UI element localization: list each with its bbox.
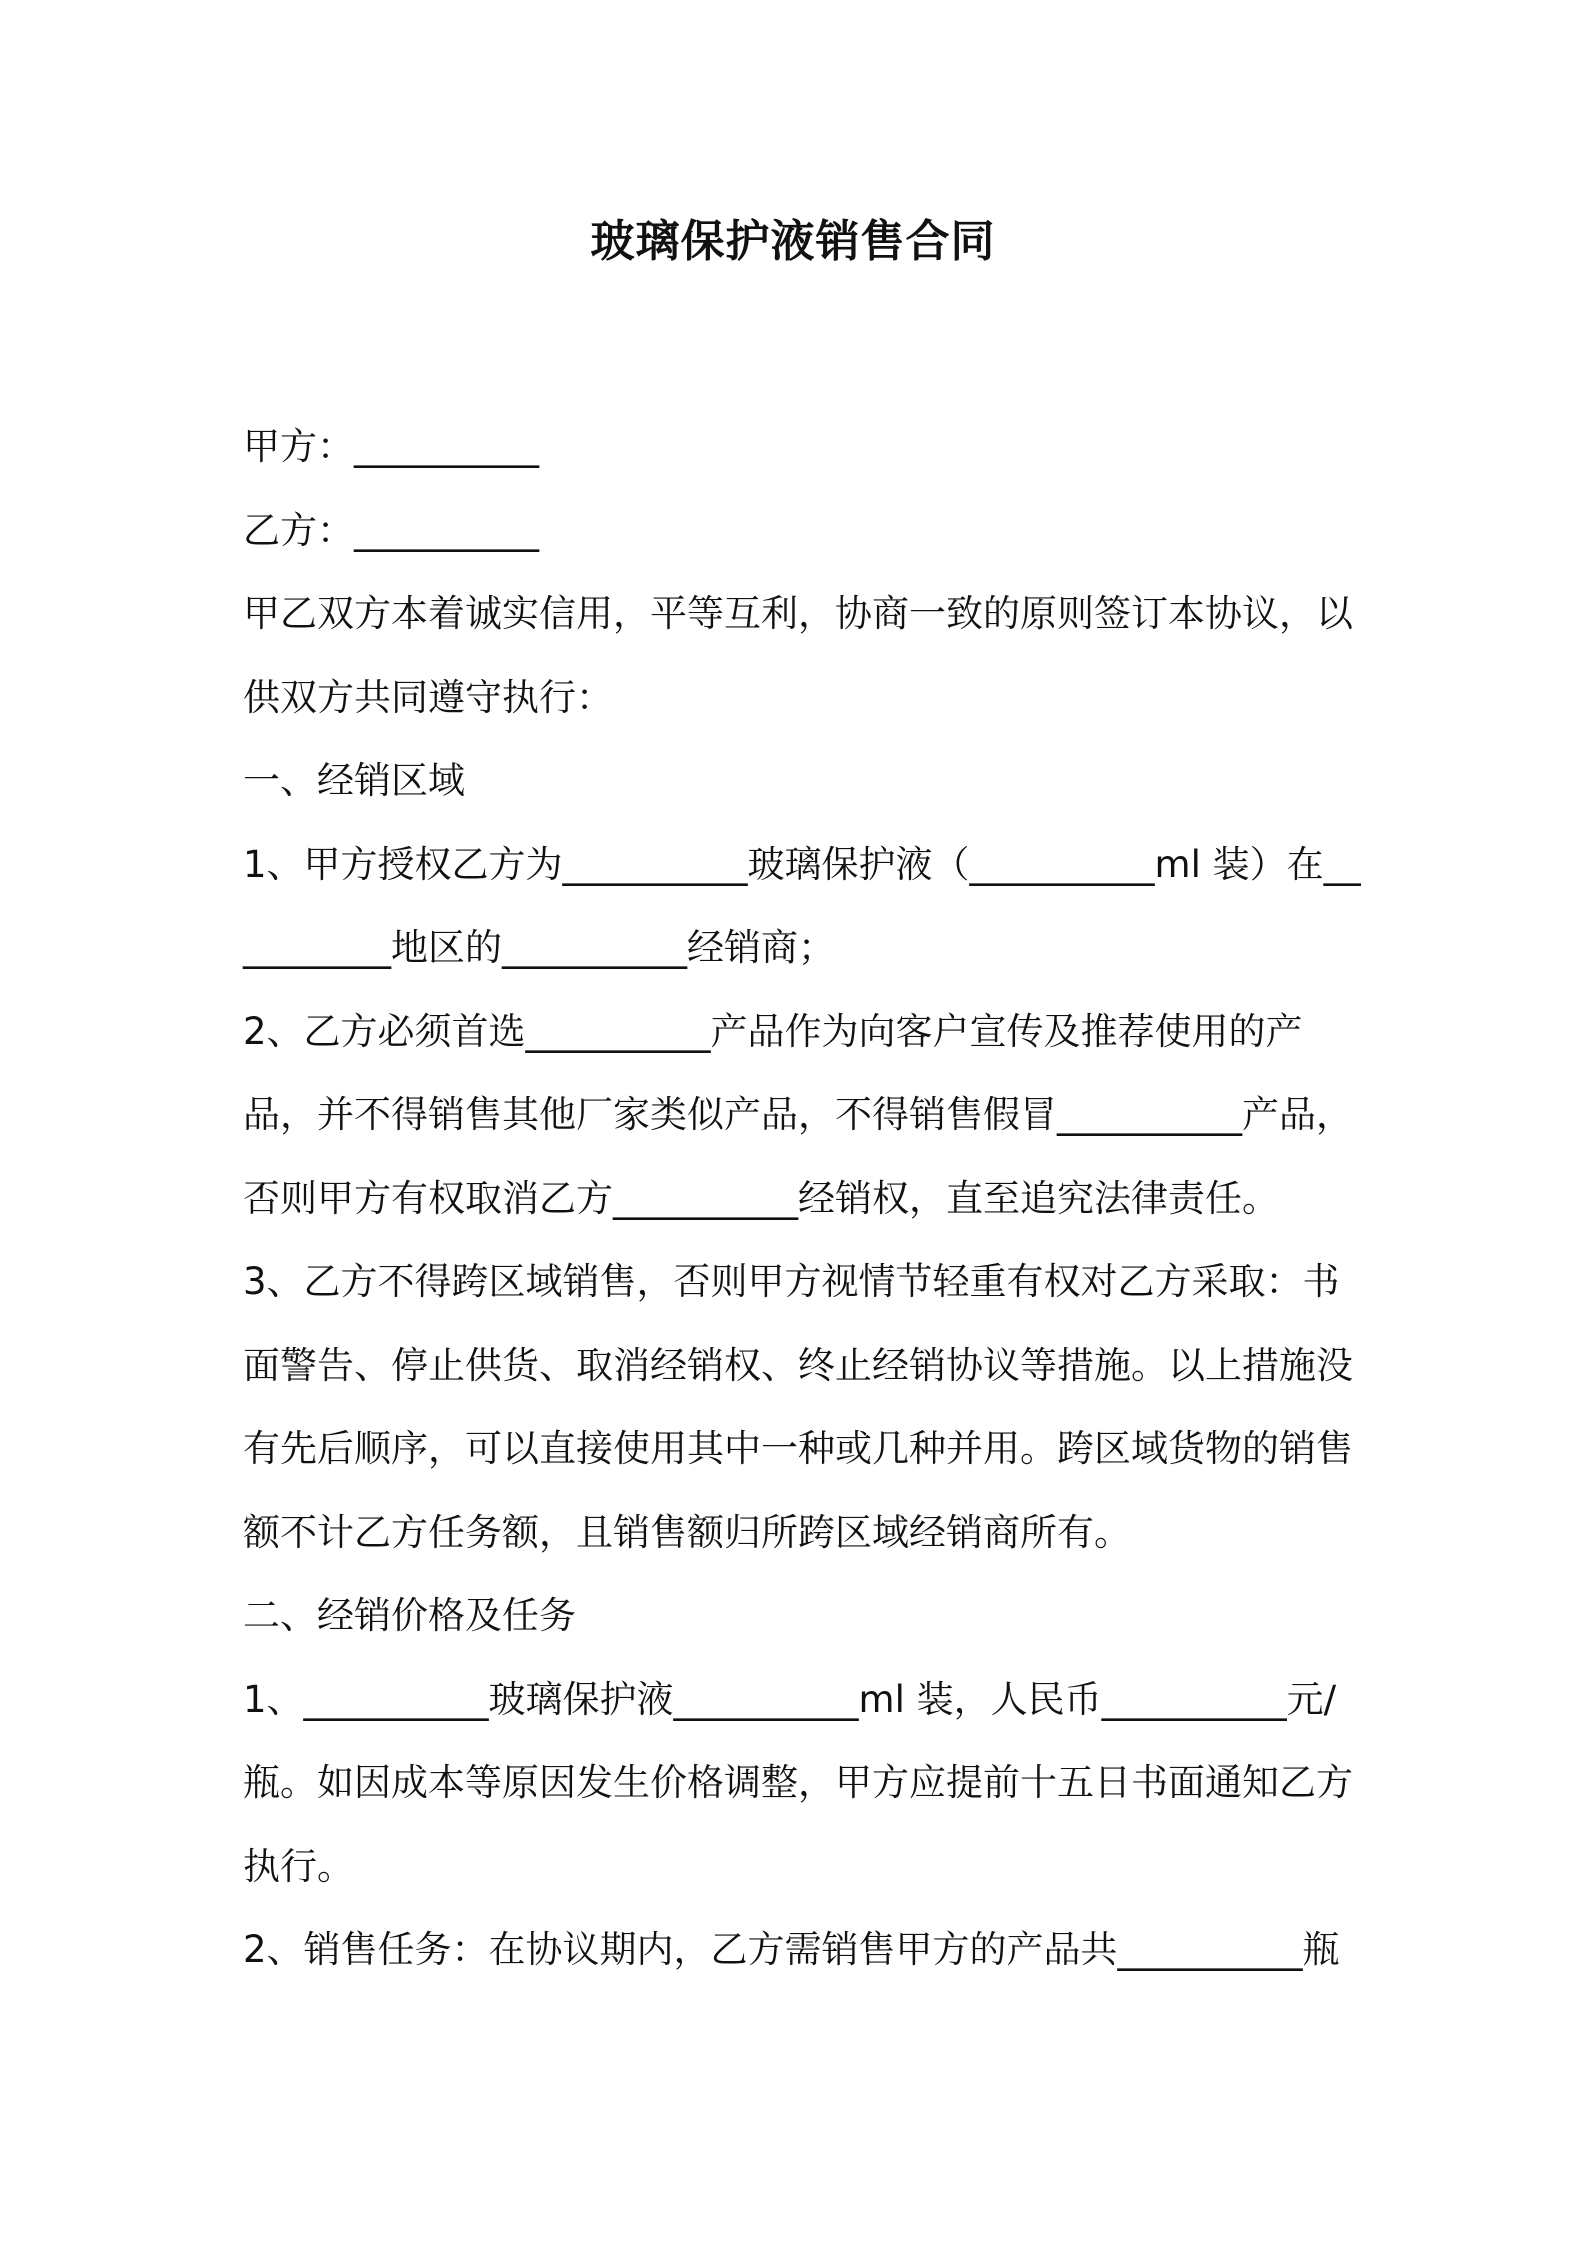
document-title: 玻璃保护液销售合同 [590,216,996,267]
party-b-line: 乙方：__________ [243,508,539,552]
clause-2-1: 1、__________玻璃保护液__________ml 装，人民币__________元/瓶。如因成本等原因发生价格调整，甲方应提前十五日书面通知乙方执行。 [243,1677,1353,1888]
clause-1-2: 2、乙方必须首选__________产品作为向客户宣传及推荐使用的产品，并不得销售其他厂家类似产品，不得销售假冒__________产品，否则甲方有权取消乙方__________经销权，直至追究法律责任。 [243,1009,1353,1220]
section-heading-1: 一、经销区域 [243,759,465,802]
preamble-paragraph: 甲乙双方本着诚实信用，平等互利，协商一致的原则签订本协议，以供双方共同遵守执行： [243,592,1353,719]
clause-2-2: 2、销售任务：在协议期内，乙方需销售甲方的产品共__________瓶 [243,1928,1340,1971]
clause-1-1: 1、甲方授权乙方为__________玻璃保护液（__________ml 装）在__________地区的__________经销商； [243,842,1361,969]
section-heading-2: 二、经销价格及任务 [243,1594,576,1637]
party-a-line: 甲方：__________ [243,425,539,468]
document-body [243,405,1373,1992]
clause-1-3: 3、乙方不得跨区域销售，否则甲方视情节轻重有权对乙方采取：书面警告、停止供货、取消经销权、终止经销协议等措施。以上措施没有先后顺序，可以直接使用其中一种或几种并用。跨区域货物的销售额不计乙方任务额，且销售额归所跨区域经销商所有。 [243,1260,1353,1554]
